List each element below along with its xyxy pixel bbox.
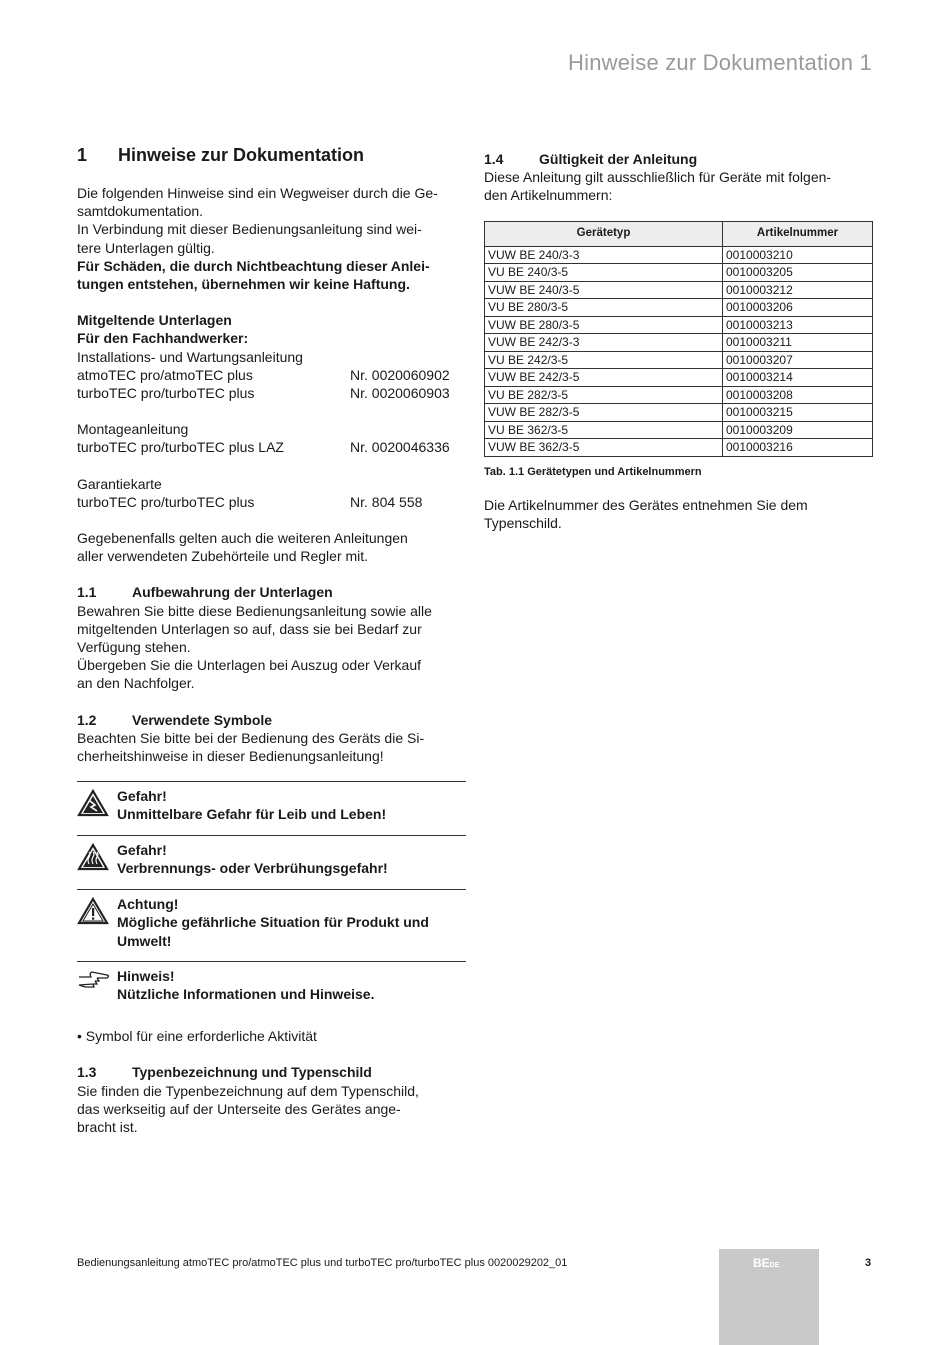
table-header-row — [485, 221, 873, 246]
article-number-cell: 0010003214 — [723, 369, 873, 387]
section-title: Verwendete Symbole — [132, 711, 273, 728]
article-number-table — [484, 221, 873, 457]
intro-text: In Verbindung mit dieser Bedienungsanleitung sind wei- — [77, 221, 422, 238]
table-row — [485, 334, 873, 352]
device-type-cell: VUW BE 280/3-5 — [485, 316, 723, 334]
table-caption: Tab. 1.1 Gerätetypen und Artikelnummern — [484, 465, 702, 478]
note-title: Gefahr! — [117, 842, 167, 859]
note-title: Gefahr! — [117, 788, 167, 805]
doc-number: Nr. 804 558 — [350, 493, 423, 510]
section-number: 1.3 — [77, 1064, 97, 1081]
closing-text: Gegebenenfalls gelten auch die weiteren Anleitungen — [77, 530, 408, 547]
table-row — [485, 386, 873, 404]
note-title: Achtung! — [117, 896, 179, 913]
badge-sub: DE — [769, 1262, 780, 1269]
section-title: Typenbezeichnung und Typenschild — [132, 1064, 372, 1081]
liability-warning: Für Schäden, die durch Nichtbeachtung dieser Anlei- — [77, 257, 430, 274]
section-number: 1 — [77, 145, 88, 165]
column-header: Artikelnummer — [723, 221, 873, 246]
doc-number: Nr. 0020060902 — [350, 366, 450, 383]
article-number-cell: 0010003211 — [723, 334, 873, 352]
section-1-heading — [77, 145, 467, 166]
table-row — [485, 404, 873, 422]
article-number-cell: 0010003216 — [723, 439, 873, 457]
note-text: Mögliche gefährliche Situation für Produkt und — [117, 914, 429, 931]
info-note — [77, 961, 466, 1015]
docs-heading: Mitgeltende Unterlagen — [77, 312, 232, 329]
pointing-hand-icon — [77, 967, 117, 1015]
page-header-title: Hinweise zur Dokumentation 1 — [568, 50, 872, 75]
language-badge — [753, 1256, 779, 1270]
table-row — [485, 246, 873, 264]
device-type-cell: VU BE 362/3-5 — [485, 421, 723, 439]
danger-note — [77, 835, 466, 889]
article-number-cell: 0010003208 — [723, 386, 873, 404]
table-row — [485, 369, 873, 387]
table-row — [485, 351, 873, 369]
device-type-cell: VUW BE 242/3-3 — [485, 334, 723, 352]
page-number: 3 — [865, 1257, 872, 1269]
article-number-cell: 0010003213 — [723, 316, 873, 334]
body-text: Typenschild. — [484, 514, 562, 531]
article-number-cell: 0010003205 — [723, 264, 873, 282]
section-1-3-heading — [77, 1063, 467, 1081]
doc-product: turboTEC pro/turboTEC plus — [77, 385, 255, 402]
body-text: Diese Anleitung gilt ausschließlich für Geräte mit folgen- — [484, 169, 832, 186]
body-text: Übergeben Sie die Unterlagen bei Auszug oder Verkauf — [77, 657, 422, 674]
doc-title: Montageanleitung — [77, 421, 189, 438]
device-type-cell: VUW BE 282/3-5 — [485, 404, 723, 422]
table-row — [485, 299, 873, 317]
device-type-cell: VUW BE 240/3-5 — [485, 281, 723, 299]
article-number-cell: 0010003210 — [723, 246, 873, 264]
section-number: 1.2 — [77, 711, 97, 728]
table-row — [485, 316, 873, 334]
body-text: Verfügung stehen. — [77, 639, 191, 656]
device-type-cell: VUW BE 242/3-5 — [485, 369, 723, 387]
footer-text: Bedienungsanleitung atmoTEC pro/atmoTEC plus und turboTEC pro/turboTEC plus 0020029202_01 — [77, 1257, 568, 1269]
intro-text: samtdokumentation. — [77, 203, 204, 220]
doc-title: Garantiekarte — [77, 475, 162, 492]
section-number: 1.1 — [77, 584, 97, 601]
note-title: Hinweis! — [117, 968, 175, 985]
hot-surface-warning-icon — [77, 841, 117, 889]
doc-number: Nr. 0020046336 — [350, 439, 450, 456]
doc-number: Nr. 0020060903 — [350, 385, 450, 402]
doc-title: Installations- und Wartungsanleitung — [77, 348, 303, 365]
device-type-cell: VU BE 240/3-5 — [485, 264, 723, 282]
docs-subheading: Für den Fachhandwerker: — [77, 330, 249, 347]
table-row — [485, 421, 873, 439]
doc-product: turboTEC pro/turboTEC plus — [77, 493, 255, 510]
section-1-2-heading — [77, 711, 467, 729]
device-type-cell: VUW BE 240/3-3 — [485, 246, 723, 264]
note-text: Verbrennungs- oder Verbrühungsgefahr! — [117, 860, 388, 877]
article-number-cell: 0010003212 — [723, 281, 873, 299]
doc-row — [77, 366, 467, 384]
badge-main: BE — [753, 1256, 770, 1270]
table-row — [485, 264, 873, 282]
section-1-1-heading — [77, 583, 467, 601]
body-text: bracht ist. — [77, 1119, 138, 1136]
left-column — [77, 145, 467, 1136]
body-text: Die Artikelnummer des Gerätes entnehmen Sie dem — [484, 496, 808, 513]
doc-row — [77, 493, 467, 511]
closing-text: aller verwendeten Zubehörteile und Regler mit. — [77, 548, 369, 565]
intro-text: Die folgenden Hinweise sind ein Wegweiser durch die Ge- — [77, 185, 438, 201]
intro-text: tere Unterlagen gültig. — [77, 239, 215, 256]
bullet-item: • Symbol für eine erforderliche Aktivität — [77, 1028, 317, 1045]
table-row — [485, 281, 873, 299]
device-type-cell: VU BE 280/3-5 — [485, 299, 723, 317]
device-type-cell: VU BE 282/3-5 — [485, 386, 723, 404]
right-column — [484, 150, 874, 532]
device-type-cell: VUW BE 362/3-5 — [485, 439, 723, 457]
doc-row — [77, 438, 467, 456]
article-number-cell: 0010003207 — [723, 351, 873, 369]
caution-note — [77, 889, 466, 961]
body-text: mitgeltenden Unterlagen so auf, dass sie bei Bedarf zur — [77, 620, 422, 637]
doc-row — [77, 384, 467, 402]
body-text: cherheitshinweise in dieser Bedienungsanleitung! — [77, 748, 384, 765]
section-number: 1.4 — [484, 151, 504, 167]
section-title: Gültigkeit der Anleitung — [539, 151, 698, 167]
electric-hazard-warning-icon — [77, 787, 117, 835]
danger-note — [77, 781, 466, 835]
note-text: Nützliche Informationen und Hinweise. — [117, 986, 375, 1003]
body-text: den Artikelnummern: — [484, 187, 613, 204]
body-text: Sie finden die Typenbezeichnung auf dem Typenschild, — [77, 1082, 419, 1099]
article-number-cell: 0010003206 — [723, 299, 873, 317]
section-1-4-heading — [484, 150, 874, 168]
section-title: Aufbewahrung der Unterlagen — [132, 584, 333, 601]
note-text: Unmittelbare Gefahr für Leib und Leben! — [117, 806, 387, 823]
body-text: Bewahren Sie bitte diese Bedienungsanleitung sowie alle — [77, 602, 432, 619]
table-row — [485, 439, 873, 457]
device-type-cell: VU BE 242/3-5 — [485, 351, 723, 369]
doc-product: atmoTEC pro/atmoTEC plus — [77, 366, 253, 383]
body-text: Beachten Sie bitte bei der Bedienung des Geräts die Si- — [77, 729, 425, 746]
doc-product: turboTEC pro/turboTEC plus LAZ — [77, 439, 284, 456]
article-number-cell: 0010003215 — [723, 404, 873, 422]
liability-warning: tungen entstehen, übernehmen wir keine Haftung. — [77, 276, 410, 293]
body-text: das werkseitig auf der Unterseite des Gerätes ange- — [77, 1100, 401, 1117]
note-text: Umwelt! — [117, 932, 172, 949]
section-title: Hinweise zur Dokumentation — [118, 145, 365, 165]
article-number-cell: 0010003209 — [723, 421, 873, 439]
exclamation-warning-icon — [77, 895, 117, 961]
body-text: an den Nachfolger. — [77, 675, 195, 692]
column-header: Gerätetyp — [485, 221, 723, 246]
